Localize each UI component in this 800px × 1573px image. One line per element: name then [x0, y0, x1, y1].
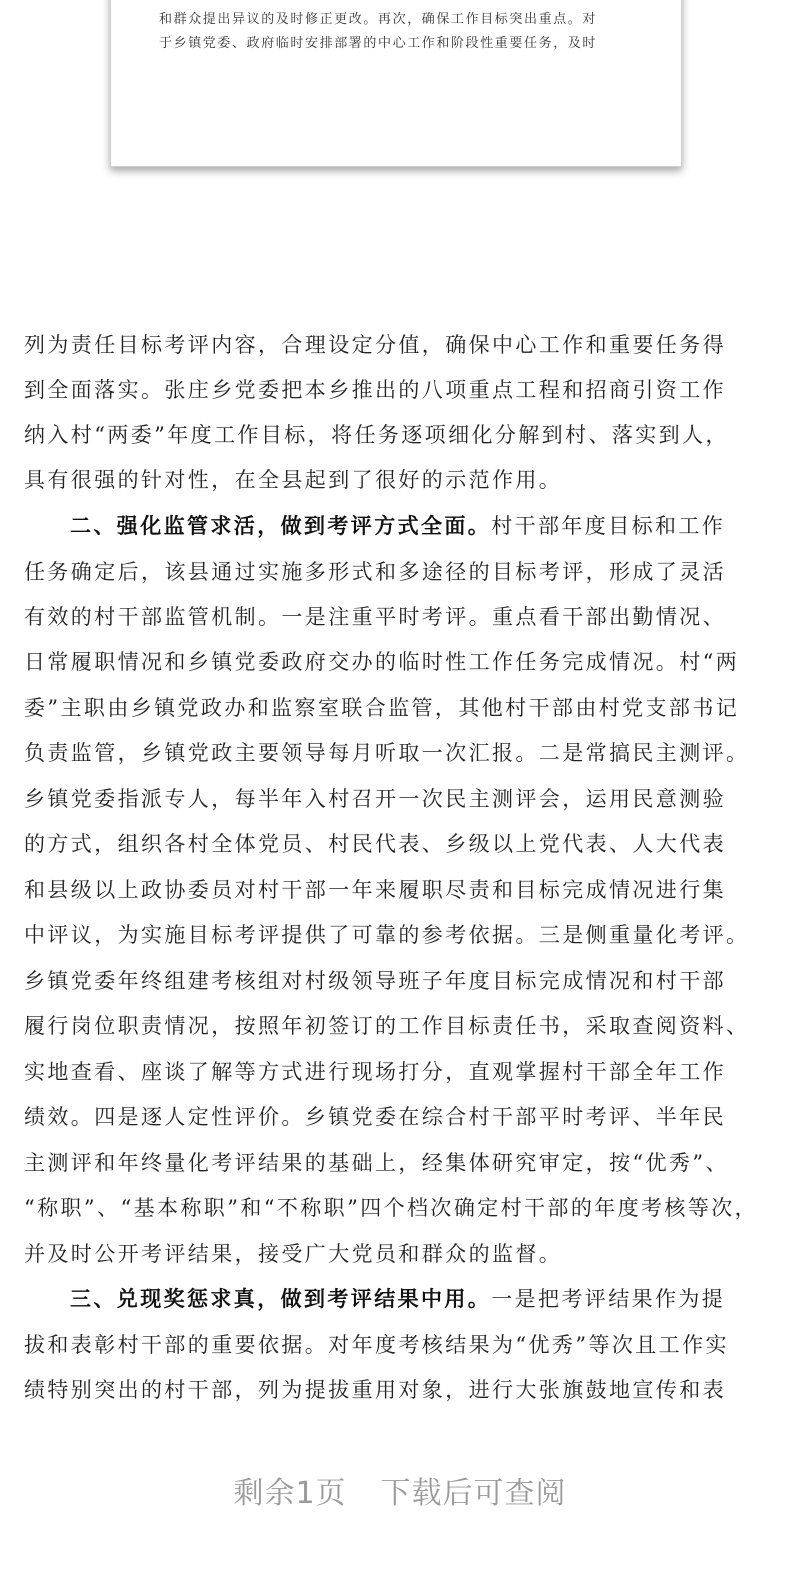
paragraph-line: “称职”、“基本称职”和“不称职”四个档次确定村干部的年度考核等次，	[24, 1196, 759, 1220]
paragraph-line: 主测评和年终量化考评结果的基础上，经集体研究审定，按“优秀”、	[24, 1151, 729, 1175]
paragraph-line: 拔和表彰村干部的重要依据。对年度考核结果为“优秀”等次且工作实	[24, 1333, 729, 1357]
paragraph-line: 委”主职由乡镇党政办和监察室联合监管，其他村干部由村党支部书记	[24, 696, 740, 720]
paragraph-line: 和县级以上政协委员对村干部一年来履职尽责和目标完成情况进行集	[24, 878, 726, 902]
section-heading-2: 二、强化监管求活，做到考评方式全面。	[70, 513, 492, 538]
section-heading-3: 三、兑现奖惩求真，做到考评结果中用。	[70, 1286, 492, 1311]
paragraph-text: 一是把考评结果作为提	[491, 1287, 726, 1311]
paragraph-line: 负责监管，乡镇党政主要领导每月听取一次汇报。二是常搞民主测评。	[24, 741, 750, 765]
paragraph-line	[70, 1286, 800, 1312]
preview-line: 于乡镇党委、政府临时安排部署的中心工作和阶段性重要任务，及时	[159, 36, 598, 51]
paragraph-line: 并及时公开考评结果，接受广大党员和群众的监督。	[24, 1242, 563, 1266]
document-preview-card	[110, 0, 682, 167]
paragraph-line: 日常履职情况和乡镇党委政府交办的临时性工作任务完成情况。村“两	[24, 650, 740, 674]
download-to-view-link[interactable]: 下载后可查阅	[380, 1476, 567, 1511]
paragraph-line: 履行岗位职责情况，按照年初签订的工作目标责任书，采取查阅资料、	[24, 1014, 750, 1038]
paragraph-line: 纳入村“两委”年度工作目标，将任务逐项细化分解到村、落实到人，	[24, 423, 729, 447]
paragraph-line: 绩特别突出的村干部，列为提拔重用对象，进行大张旗鼓地宣传和表	[24, 1378, 726, 1402]
paragraph-line: 乡镇党委年终组建考核组对村级领导班子年度目标完成情况和村干部	[24, 969, 726, 993]
paragraph-text: 村干部年度目标和工作	[491, 514, 726, 538]
paragraph-line: 乡镇党委指派专人，每半年入村召开一次民主测评会，运用民意测验	[24, 787, 726, 811]
paragraph-line: 的方式，组织各村全体党员、村民代表、乡级以上党代表、人大代表	[24, 832, 726, 856]
paragraph-line: 任务确定后，该县通过实施多形式和多途径的目标考评，形成了灵活	[24, 560, 726, 584]
paragraph-line: 中评议，为实施目标考评提供了可靠的参考依据。三是侧重量化考评。	[24, 923, 750, 947]
paragraph-line: 有效的村干部监管机制。一是注重平时考评。重点看干部出勤情况、	[24, 605, 726, 629]
paragraph-line: 到全面落实。张庄乡党委把本乡推出的八项重点工程和招商引资工作	[24, 378, 726, 402]
paragraph-line	[70, 513, 800, 539]
preview-line: 和群众提出异议的及时修正更改。再次，确保工作目标突出重点。对	[159, 12, 598, 27]
paragraph-line: 具有很强的针对性，在全县起到了很好的示范作用。	[24, 468, 563, 492]
paragraph-line: 绩效。四是逐人定性评价。乡镇党委在综合村干部平时考评、半年民	[24, 1105, 726, 1129]
paragraph-line: 实地查看、座谈了解等方式进行现场打分，直观掌握村干部全年工作	[24, 1060, 726, 1084]
remaining-pages-label: 剩余1页	[233, 1476, 347, 1511]
paragraph-line: 列为责任目标考评内容，合理设定分值，确保中心工作和重要任务得	[24, 333, 726, 357]
download-prompt[interactable]	[0, 1468, 800, 1512]
